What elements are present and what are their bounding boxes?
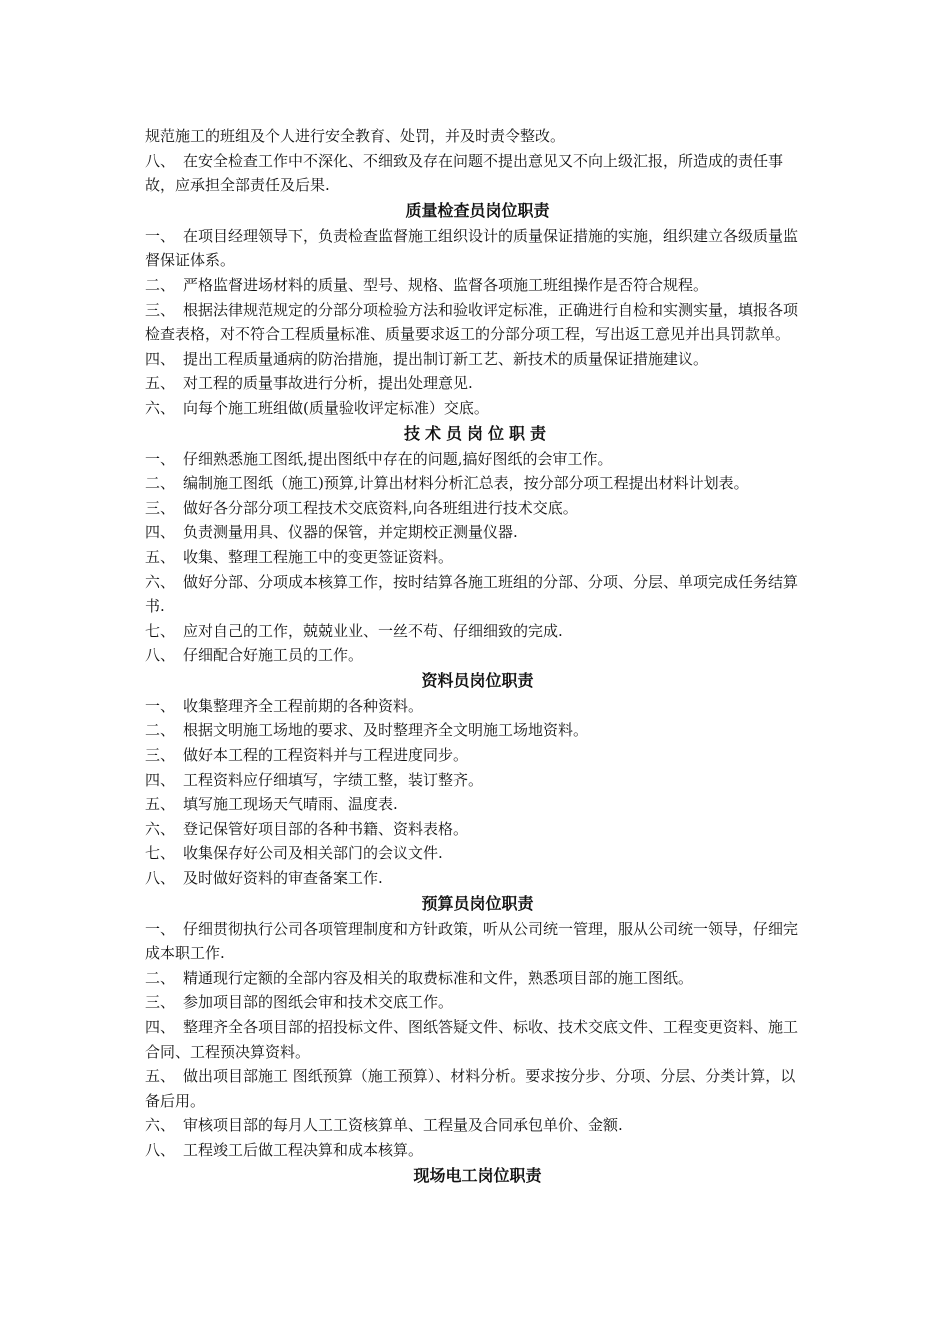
section-title: 资料员岗位职责	[421, 670, 534, 690]
item-text: 根据文明施工场地的要求、及时整理齐全文明施工场地资料。	[183, 721, 589, 740]
item-number: 二、	[145, 721, 176, 740]
item-number: 一、	[145, 449, 176, 468]
item-text: 编制施工图纸（施工)预算,计算出材料分析汇总表，按分部分项工程提出材料计划表。	[183, 474, 749, 493]
item-text: 收集整理齐全工程前期的各种资料。	[183, 696, 424, 715]
item-text: 在安全检查工作中不深化、不细致及存在问题不提出意见又不向上级汇报，所造成的责任事故，应承担全部责任及后果.	[145, 151, 784, 195]
item-number: 一、	[145, 696, 176, 715]
list-item	[145, 347, 810, 372]
list-item	[145, 817, 810, 842]
item-number: 七、	[145, 844, 176, 863]
list-item	[145, 447, 810, 472]
item-text: 参加项目部的图纸会审和技术交底工作。	[183, 993, 454, 1012]
list-item	[145, 396, 810, 421]
item-number: 五、	[145, 1067, 176, 1086]
item-number: 七、	[145, 621, 176, 640]
item-number: 二、	[145, 968, 176, 987]
item-number: 六、	[145, 398, 176, 417]
list-item	[145, 768, 810, 793]
list-item	[145, 1064, 810, 1113]
item-text: 仔细贯彻执行公司各项管理制度和方针政策，听从公司统一管理，服从公司统一领导，仔细完成本职工作.	[145, 919, 799, 963]
item-number: 八、	[145, 151, 176, 170]
item-text: 在项目经理领导下，负责检查监督施工组织设计的质量保证措施的实施，组织建立各级质量监督保证体系。	[145, 226, 799, 270]
item-text: 工程竣工后做工程决算和成本核算。	[183, 1140, 424, 1159]
list-item	[145, 990, 810, 1015]
item-text: 负责测量用具、仪器的保管，并定期校正测量仪器.	[183, 523, 518, 542]
list-item	[145, 743, 810, 768]
item-text: 严格监督进场材料的质量、型号、规格、监督各项施工班组操作是否符合规程。	[183, 275, 709, 294]
list-item	[145, 841, 810, 866]
item-number: 五、	[145, 795, 176, 814]
item-number: 六、	[145, 1116, 176, 1135]
item-number: 八、	[145, 869, 176, 888]
item-text: 做好各分部分项工程技术交底资料,向各班组进行技术交底。	[183, 498, 578, 517]
list-item	[145, 866, 810, 891]
item-number: 五、	[145, 374, 176, 393]
item-text: 收集保存好公司及相关部门的会议文件.	[183, 844, 443, 863]
item-number: 三、	[145, 300, 176, 319]
item-text: 做好分部、分项成本核算工作，按时结算各施工班组的分部、分项、分层、单项完成任务结算书.	[145, 572, 799, 616]
item-text: 精通现行定额的全部内容及相关的取费标准和文件，熟悉项目部的施工图纸。	[183, 968, 694, 987]
item-text: 提出工程质量通病的防治措施，提出制订新工艺、新技术的质量保证措施建议。	[183, 349, 709, 368]
list-item	[145, 496, 810, 521]
item-text: 整理齐全各项目部的招投标文件、图纸答疑文件、标收、技术交底文件、工程变更资料、施工合同、工程预决算资料。	[145, 1018, 799, 1061]
intro-line: 规范施工的班组及个人进行安全教育、处罚，并及时责令整改。	[145, 127, 566, 145]
item-number: 四、	[145, 523, 176, 542]
section-title: 预算员岗位职责	[421, 893, 534, 913]
document-page	[145, 124, 810, 1189]
item-number: 三、	[145, 993, 176, 1012]
list-item	[145, 224, 810, 273]
item-text: 做出项目部施工 图纸预算（施工预算）、材料分析。要求按分步、分项、分层、分类计算，以备后用。	[145, 1067, 796, 1110]
item-number: 八、	[145, 646, 176, 665]
list-item	[145, 298, 810, 347]
list-item	[145, 619, 810, 644]
item-text: 收集、整理工程施工中的变更签证资料。	[183, 547, 454, 566]
section-title: 质量检查员岗位职责	[405, 200, 550, 220]
item-number: 八、	[145, 1140, 176, 1159]
item-number: 四、	[145, 349, 176, 368]
list-item	[145, 520, 810, 545]
item-number: 六、	[145, 819, 176, 838]
item-number: 二、	[145, 275, 176, 294]
item-number: 二、	[145, 474, 176, 493]
item-number: 一、	[145, 919, 176, 938]
item-text: 应对自己的工作，兢兢业业、一丝不苟、仔细细致的完成.	[183, 621, 563, 640]
item-text: 及时做好资料的审查备案工作.	[183, 869, 383, 888]
section-title: 技术员岗位职责	[403, 423, 551, 443]
list-item	[145, 643, 810, 668]
intro-item	[145, 149, 810, 198]
list-item	[145, 917, 810, 966]
item-number: 五、	[145, 547, 176, 566]
item-text: 做好本工程的工程资料并与工程进度同步。	[183, 746, 469, 765]
item-text: 登记保管好项目部的各种书籍、资料表格。	[183, 819, 469, 838]
item-number: 四、	[145, 1018, 176, 1036]
item-text: 向每个施工班组做(质量验收评定标准）交底。	[183, 398, 489, 417]
item-number: 六、	[145, 572, 176, 591]
list-item	[145, 792, 810, 817]
item-text: 审核项目部的每月人工工资核算单、工程量及合同承包单价、金额.	[183, 1116, 623, 1135]
list-item	[145, 471, 810, 496]
list-item	[145, 371, 810, 396]
section-title: 现场电工岗位职责	[413, 1165, 542, 1185]
list-item	[145, 545, 810, 570]
item-text: 仔细配合好施工员的工作。	[183, 646, 364, 665]
list-item	[145, 1015, 810, 1064]
item-number: 一、	[145, 226, 176, 245]
item-text: 填写施工现场天气晴雨、温度表.	[183, 795, 398, 814]
item-number: 三、	[145, 746, 176, 765]
list-item	[145, 966, 810, 991]
item-text: 对工程的质量事故进行分析，提出处理意见.	[183, 374, 473, 393]
list-item	[145, 1113, 810, 1138]
item-text: 仔细熟悉施工图纸,提出图纸中存在的问题,搞好图纸的会审工作。	[183, 449, 613, 468]
list-item	[145, 273, 810, 298]
item-number: 四、	[145, 770, 176, 789]
list-item	[145, 1138, 810, 1163]
item-number: 三、	[145, 498, 176, 517]
list-item	[145, 570, 810, 619]
item-text: 根据法律规范规定的分部分项检验方法和验收评定标准，正确进行自检和实测实量，填报各项检查表格，对不符合工程质量标准、质量要求返工的分部分项工程，写出返工意见并出具罚款单。	[145, 300, 799, 344]
item-text: 工程资料应仔细填写，字绩工整，装订整齐。	[183, 770, 484, 789]
list-item	[145, 694, 810, 719]
list-item	[145, 718, 810, 743]
